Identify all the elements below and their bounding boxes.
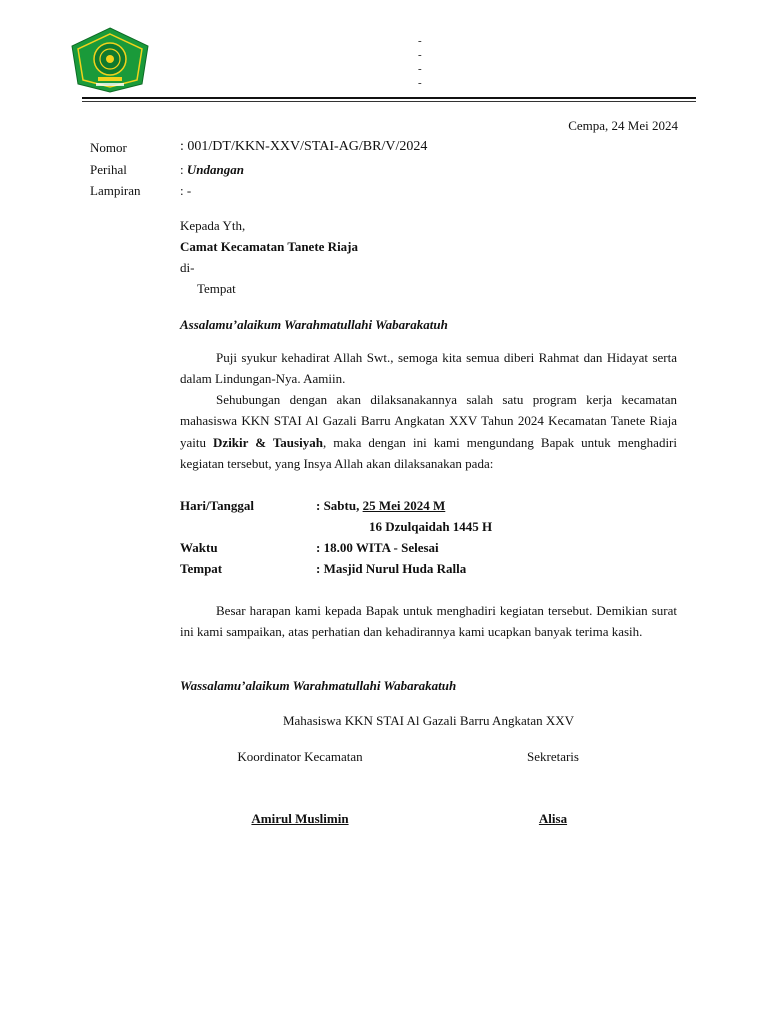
letterhead-dash: - [418,35,422,47]
meta-value-perihal [180,162,244,178]
detail-label-time: Waktu [180,540,218,555]
institution-logo [68,26,152,94]
recipient-place: Tempat [197,281,236,296]
detail-day-prefix: : Sabtu, [316,498,363,513]
detail-day-date: 25 Mei 2024 M [362,498,446,513]
opening-salutation: Assalamu’alaikum Warahmatullahi Wabarakatuh [180,317,448,332]
closing-salutation: Wassalamu’alaikum Warahmatullahi Wabarakatuh [180,678,457,693]
recipient-greeting: Kepada Yth, [180,218,246,233]
paragraph-2-text-a: Sehubungan dengan akan dilaksanakannya salah satu program kerja kecamatan mahasiswa KKN STAI Al Gazali Barru Angkatan XXV Tahun 2024 Kecamatan Tanete Riaja yaitu [180,392,677,450]
signer-role-coordinator: Koordinator Kecamatan [237,749,363,764]
signatory-organization: Mahasiswa KKN STAI Al Gazali Barru Angkatan XXV [282,713,575,728]
meta-value-prefix: : [180,162,187,177]
meta-value-nomor: : 001/DT/KKN-XXV/STAI-AG/BR/V/2024 [180,139,428,154]
signer-role-secretary: Sekretaris [527,749,579,764]
meta-value-subject: Undangan [186,162,244,177]
place-date: Cempa, 24 Mei 2024 [568,118,678,133]
letterhead-dashes [418,34,428,90]
recipient-di: di- [180,260,195,275]
letterhead-dash: - [418,49,422,61]
detail-value-time: : 18.00 WITA - Selesai [316,540,439,555]
letterhead-rule-thick [82,97,696,99]
recipient-name: Camat Kecamatan Tanete Riaja [180,239,359,254]
paragraph-3-text: Besar harapan kami kepada Bapak untuk menghadiri kegiatan tersebut. Demikian surat ini kami sampaikan, atas perhatian dan kehadirannya kami ucapkan banyak terima kasih. [180,603,677,640]
letterhead-dash: - [418,63,422,75]
signer-name-secretary: Alisa [538,811,568,826]
paragraph-2-text-c: , maka dengan ini kami mengundang Bapak untuk menghadiri kegiatan tersebut, yang Insya Allah akan dilaksanakan pada: [180,434,677,471]
meta-label-perihal: Perihal [90,162,127,177]
paragraph-1-text: Puji syukur kehadirat Allah Swt., semoga kita semua diberi Rahmat dan Hidayat serta dalam Lindungan-Nya. Aamiin. [180,350,677,387]
signer-name-coordinator: Amirul Muslimin [251,811,349,826]
detail-value-day [316,498,445,514]
detail-label-day: Hari/Tanggal [180,498,254,513]
meta-label-nomor: Nomor [90,140,127,155]
meta-value-lampiran: : - [180,183,192,198]
paragraph-1 [180,347,677,390]
meta-label-lampiran: Lampiran [90,183,141,198]
paragraph-3 [180,600,677,643]
detail-label-place: Tempat [180,561,223,576]
paragraph-2 [180,389,677,474]
letterhead-dash: - [418,77,422,89]
letterhead-rule-thin [82,101,696,102]
event-name: Dzikir & Tausiyah [213,434,323,450]
detail-value-place: : Masjid Nurul Huda Ralla [316,561,467,576]
detail-hijri-date: 16 Dzulqaidah 1445 H [369,519,493,534]
